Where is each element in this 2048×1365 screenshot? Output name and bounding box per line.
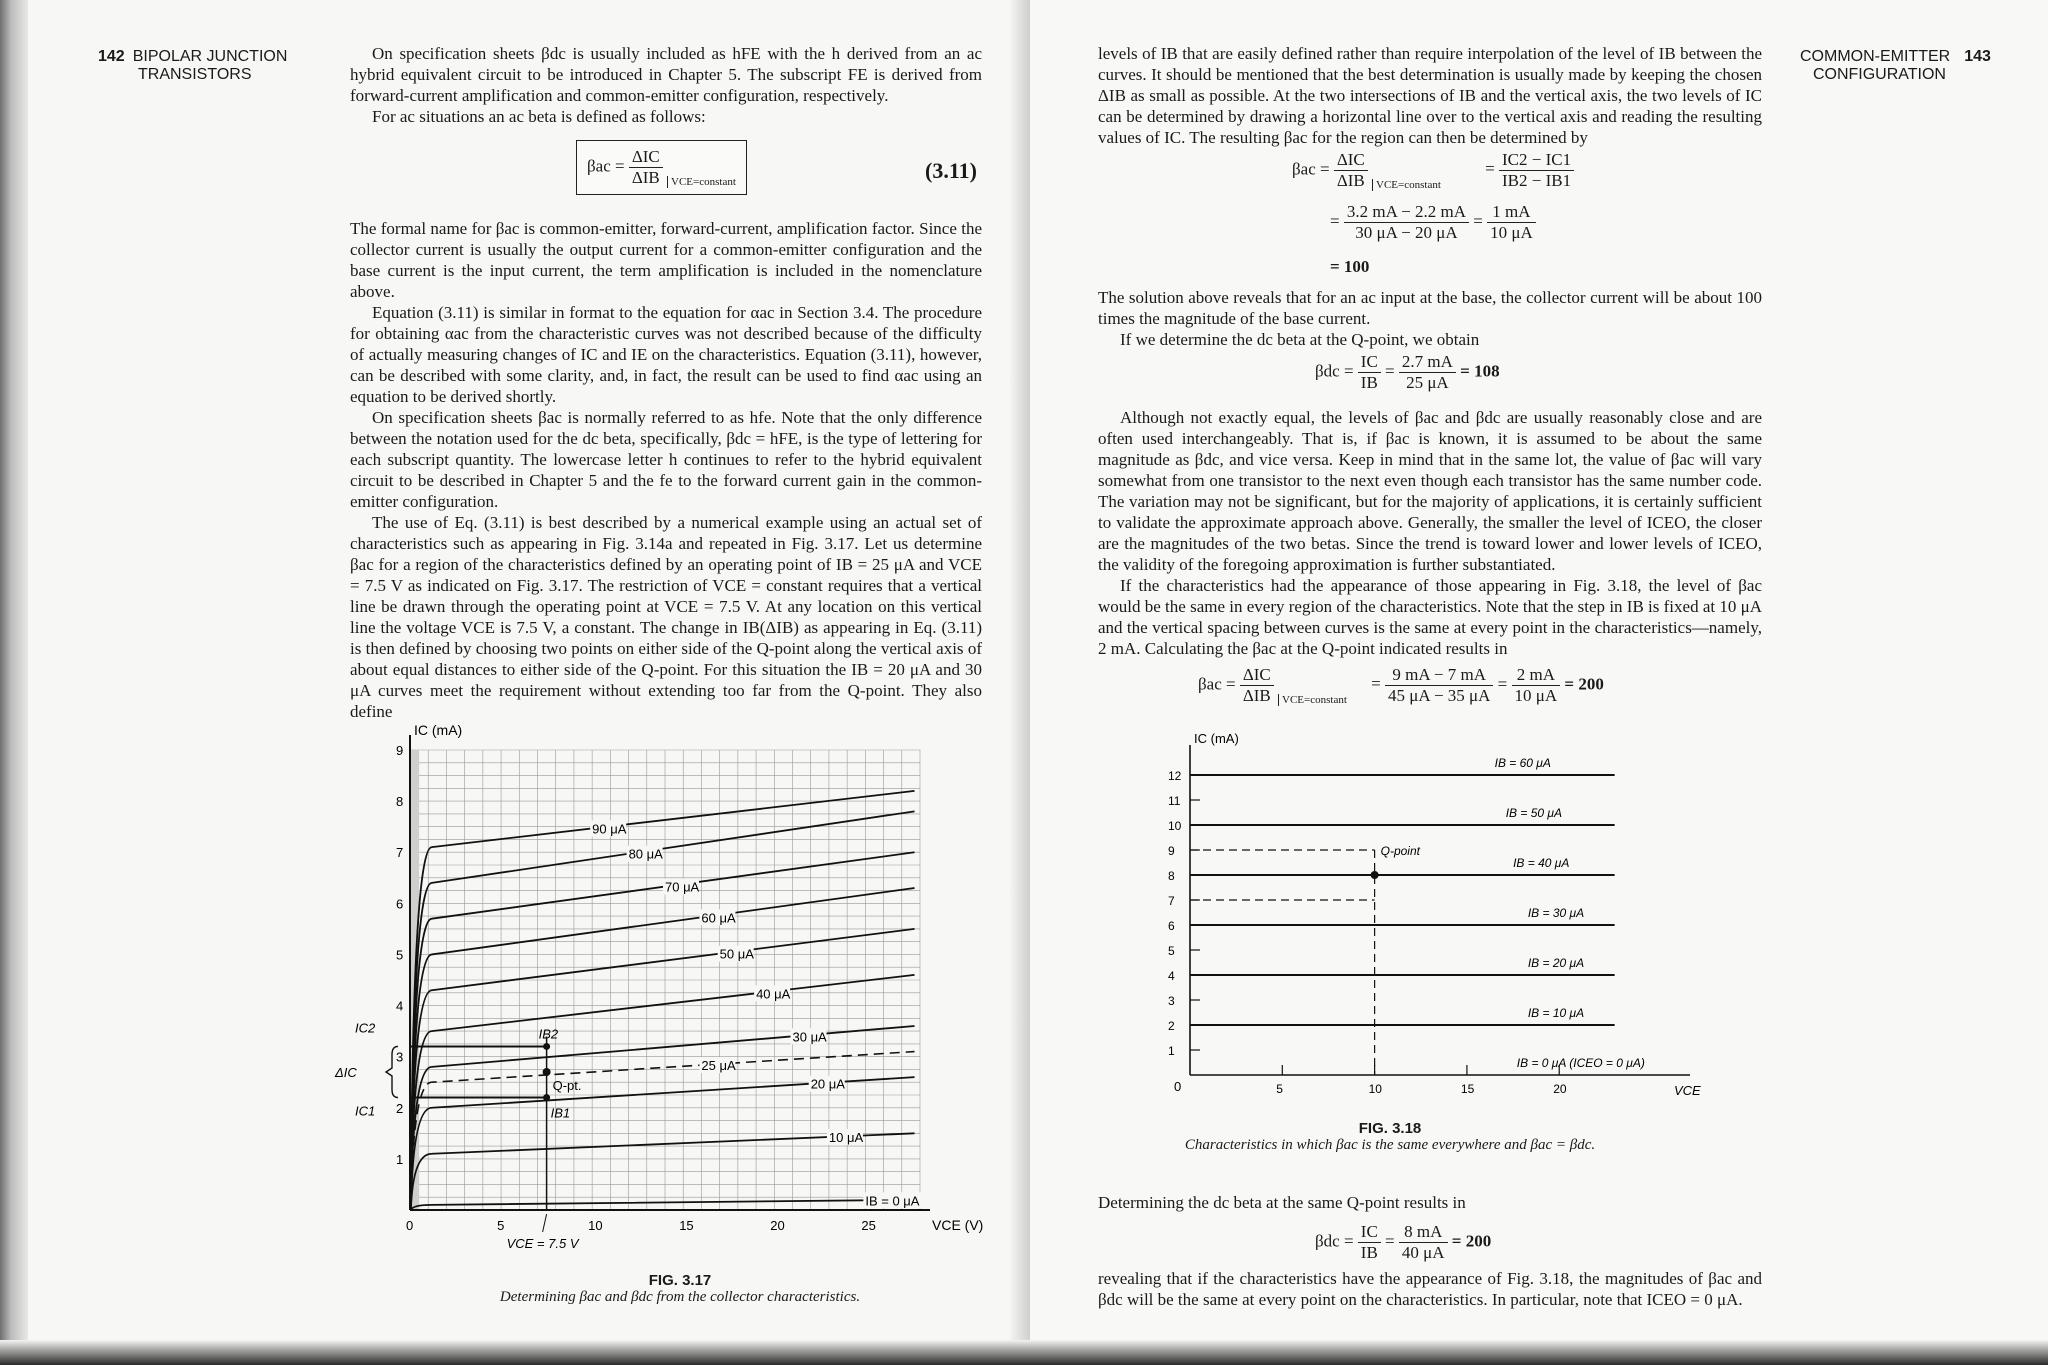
right-head-line2: CONFIGURATION bbox=[1812, 66, 1946, 83]
fig-3-17-caption bbox=[440, 1272, 920, 1306]
ib2-label: IB2 bbox=[538, 1026, 559, 1042]
y-tick-label: 7 bbox=[1168, 894, 1175, 908]
fraction bbox=[629, 147, 663, 188]
eq-sign: = bbox=[1473, 211, 1483, 231]
y-tick-label: 10 bbox=[1168, 819, 1182, 833]
ib-curve-label: IB = 10 μA bbox=[1527, 1006, 1585, 1020]
curve-label: IB = 0 μA bbox=[865, 1193, 920, 1209]
fig-caption-text: Determining βac and βdc from the collector characteristics. bbox=[499, 1289, 861, 1305]
q-label: Q-pt. bbox=[552, 1078, 582, 1093]
x-tick-label: 25 bbox=[861, 1218, 876, 1233]
curve-label: 25 μA bbox=[701, 1058, 736, 1074]
ic1-label: IC1 bbox=[355, 1103, 376, 1119]
y-tick-label: 6 bbox=[396, 896, 404, 912]
ib1-label: IB1 bbox=[550, 1105, 571, 1121]
curve-label: 70 μA bbox=[665, 879, 700, 895]
y-tick-label: 6 bbox=[1168, 919, 1175, 933]
ib-curve-label: IB = 20 μA bbox=[1527, 956, 1585, 970]
fig-3-18-caption bbox=[1150, 1120, 1630, 1154]
paragraph: The use of Eq. (3.11) is best described by a numerical example using an actual set of characteristics such as appearing in Fig. 3.14a and repeated in Fig. 3.17. Let us determine βac for a region of the characteristics defined by an operating point of IB = 25 μA and VCE = 7.5 V as indicated on Fig. 3.17. The restriction of VCE = constant requires that a vertical line be drawn through the operating point at VCE = 7.5 V. At any location on this vertical line the voltage VCE is 7.5 V, a constant. The change in IB(ΔIB) as appearing in Eq. (3.11) is then defined by choosing two points on either side of the Q-point along the vertical axis of about equal distances to either side of the Q-point. For this situation the IB = 20 μA and 30 μA curves meet the requirement without extending too far from the Q-point. They also define bbox=[350, 513, 982, 721]
y-tick-label: 8 bbox=[1168, 869, 1175, 883]
x-tick-label: 0 bbox=[406, 1218, 414, 1233]
equation-number: (3.11) bbox=[925, 158, 977, 183]
q-point bbox=[1371, 871, 1379, 879]
x-tick-label: 15 bbox=[679, 1218, 694, 1233]
denominator: 30 μA − 20 μA bbox=[1355, 223, 1458, 242]
eq-sign: = bbox=[1385, 1231, 1395, 1251]
numerator: 8 mA bbox=[1399, 1222, 1448, 1243]
x-tick-label: 15 bbox=[1460, 1082, 1475, 1096]
origin-label: 0 bbox=[1174, 1079, 1182, 1094]
curve-label: 10 μA bbox=[828, 1129, 864, 1145]
denominator: IB bbox=[1360, 373, 1378, 392]
vce-marker: VCE = 7.5 V bbox=[506, 1236, 579, 1251]
numerator: IC bbox=[1358, 352, 1381, 373]
fraction bbox=[1344, 202, 1469, 243]
x-tick-label: 5 bbox=[1276, 1082, 1283, 1096]
q-label: Q-point bbox=[1380, 844, 1420, 858]
ib-curve-label: IB = 40 μA bbox=[1513, 856, 1570, 870]
curve-label: 20 μA bbox=[810, 1076, 845, 1092]
ic2-label: IC2 bbox=[355, 1020, 376, 1036]
y-tick-label: 9 bbox=[1168, 844, 1175, 858]
eq-subscript: VCE=constant bbox=[667, 176, 736, 188]
fraction bbox=[1334, 150, 1368, 191]
fig-caption-text: Characteristics in which βac is the same everywhere and βac = βdc. bbox=[1184, 1137, 1596, 1153]
curve-label: 90 μA bbox=[592, 821, 627, 837]
left-head-line1: BIPOLAR JUNCTION bbox=[132, 48, 288, 65]
fig-3-17-chart bbox=[335, 720, 1020, 1260]
bottom-shadow bbox=[0, 1340, 2048, 1365]
fraction bbox=[1399, 352, 1456, 393]
y-tick-label: 5 bbox=[1168, 944, 1175, 958]
x-tick-label: 20 bbox=[1553, 1082, 1567, 1096]
paragraph: revealing that if the characteristics have the appearance of Fig. 3.18, the magnitudes of βac and βdc will be the same at every point on the characteristics. In particular, note that ICEO = 0 μA. bbox=[1098, 1269, 1762, 1309]
paragraph: Equation (3.11) is similar in format to the equation for αac in Section 3.4. The procedure for obtaining αac from the characteristic curves was not described because of the difficulty of actually measuring changes of IC and IE on the characteristics. Equation (3.11), however, can be described with some clarity, and, in fact, the result can be used to find αac using an equation to be derived shortly. bbox=[350, 303, 982, 406]
y-tick-label: 3 bbox=[396, 1049, 404, 1065]
y-tick-label: 2 bbox=[396, 1100, 404, 1116]
fig-3-18-chart bbox=[1130, 731, 1730, 1105]
y-tick-label: 8 bbox=[396, 794, 404, 810]
numerator: ΔIC bbox=[1240, 665, 1274, 686]
right-top-text bbox=[1098, 43, 1762, 148]
characteristic-curve bbox=[411, 811, 915, 1210]
curve-label: 40 μA bbox=[756, 986, 791, 1002]
equation-a1 bbox=[1292, 150, 1574, 191]
y-tick-label: 1 bbox=[1168, 1044, 1175, 1058]
left-running-head bbox=[98, 48, 287, 84]
numerator: 3.2 mA − 2.2 mA bbox=[1344, 202, 1469, 223]
ib-curve-label: IB = 30 μA bbox=[1527, 906, 1585, 920]
equation-b bbox=[1315, 352, 1500, 393]
numerator: ΔIC bbox=[629, 147, 663, 168]
x-axis-label: VCE bbox=[1674, 1083, 1701, 1098]
eq-sign: = bbox=[1497, 674, 1508, 694]
equation-a2 bbox=[1330, 202, 1536, 243]
denominator: ΔIB bbox=[1336, 171, 1365, 190]
ib2-point bbox=[543, 1043, 550, 1050]
fig-number: FIG. 3.17 bbox=[648, 1272, 712, 1289]
right-page bbox=[1030, 0, 2048, 1365]
eq-lhs: βdc = bbox=[1315, 1231, 1354, 1251]
y-tick-label: 4 bbox=[1168, 969, 1175, 983]
y-tick-label: 4 bbox=[396, 998, 404, 1014]
eq-subscript: VCE=constant bbox=[1372, 179, 1441, 191]
eq-lhs: βac = bbox=[587, 156, 625, 176]
fraction bbox=[1385, 665, 1493, 706]
fraction bbox=[1499, 150, 1574, 191]
left-body-text bbox=[350, 218, 982, 722]
x-tick-label: 5 bbox=[497, 1218, 505, 1233]
numerator: ΔIC bbox=[1334, 150, 1368, 171]
ib1-point bbox=[543, 1094, 550, 1101]
x-tick-label: 10 bbox=[1368, 1082, 1382, 1096]
left-head-line2: TRANSISTORS bbox=[138, 66, 252, 83]
denominator: 45 μA − 35 μA bbox=[1387, 686, 1491, 705]
eq-sign: = bbox=[1385, 361, 1395, 381]
equation-a3: = 100 bbox=[1330, 257, 1370, 276]
y-axis-label: IC (mA) bbox=[414, 722, 463, 738]
eq-lhs: βac = bbox=[1292, 159, 1330, 179]
eq-lhs: βdc = bbox=[1315, 361, 1354, 381]
x-tick-label: 10 bbox=[588, 1218, 603, 1233]
equation-3-11 bbox=[576, 140, 747, 195]
paragraph: levels of IB that are easily defined rather than require interpolation of the level of IB between the curves. It should be mentioned that the best determination is usually made by keeping the chosen ΔIB as small as possible. At the two intersections of IB and the vertical axis, the two levels of IC can be determined by drawing a horizontal line over to the vertical axis and reading the resulting values of IC. The resulting βac for the region can then be determined by bbox=[1098, 44, 1762, 147]
fraction bbox=[1358, 1222, 1381, 1263]
curve-label: 80 μA bbox=[628, 846, 663, 862]
fraction bbox=[1399, 1222, 1448, 1263]
numerator: IC bbox=[1358, 1222, 1381, 1243]
denominator: IB2 − IB1 bbox=[1501, 171, 1572, 190]
curve-label: 50 μA bbox=[719, 946, 754, 962]
eq-result: = 200 bbox=[1451, 1231, 1492, 1251]
x-tick-label: 20 bbox=[770, 1218, 785, 1233]
paragraph: The formal name for βac is common-emitter, forward-current, amplification factor. Since the collector current is usually the output current for a common-emitter configuration and the base current is the input current, the term amplification is included in the nomenclature above. bbox=[350, 219, 982, 301]
denominator: ΔIB bbox=[1242, 686, 1271, 705]
ib-curve-label: IB = 50 μA bbox=[1505, 806, 1562, 820]
denominator: IB bbox=[1360, 1243, 1378, 1262]
y-tick-label: 2 bbox=[1168, 1019, 1175, 1033]
characteristic-curve bbox=[411, 1026, 915, 1210]
fraction bbox=[1512, 665, 1561, 706]
paragraph: On specification sheets βac is normally referred to as hfe. Note that the only difference between the notation used for the dc beta, specifically, βdc = hFE, is the type of lettering for each subscript quantity. The lowercase letter h continues to refer to the hybrid equivalent circuit to be described in Chapter 5 and the fe to the forward current gain in the common-emitter configuration. bbox=[350, 408, 982, 511]
right-running-head bbox=[1800, 48, 1999, 84]
denominator: 40 μA bbox=[1401, 1243, 1445, 1262]
y-tick-label: 9 bbox=[396, 743, 404, 758]
characteristic-curve bbox=[411, 1200, 915, 1210]
denominator: 25 μA bbox=[1406, 373, 1449, 392]
eq-sign: = bbox=[1330, 211, 1340, 231]
curve-label: 30 μA bbox=[792, 1029, 827, 1045]
paragraph: For ac situations an ac beta is defined as follows: bbox=[372, 107, 706, 126]
paragraph: The solution above reveals that for an ac input at the base, the collector current will be about 100 times the magnitude of the base current. bbox=[1098, 288, 1762, 328]
curve-label: 60 μA bbox=[701, 910, 736, 926]
y-tick-label: 7 bbox=[396, 845, 404, 861]
equation-d bbox=[1315, 1222, 1491, 1263]
numerator: IC2 − IC1 bbox=[1499, 150, 1574, 171]
eq-lhs: βac = bbox=[1198, 674, 1236, 694]
numerator: 9 mA − 7 mA bbox=[1385, 665, 1493, 686]
y-tick-label: 1 bbox=[396, 1151, 404, 1167]
numerator: 1 mA bbox=[1487, 202, 1536, 223]
characteristic-curve bbox=[411, 888, 915, 1210]
fraction bbox=[1240, 665, 1274, 706]
right-bottom-text bbox=[1098, 1192, 1762, 1213]
paragraph: Determining the dc beta at the same Q-point results in bbox=[1098, 1193, 1466, 1212]
paragraph: Although not exactly equal, the levels of βac and βdc are usually reasonably close and are often used interchangeably. That is, if βac is known, it is assumed to be about the same magnitude as βdc, and vice versa. Keep in mind that in the same lot, the value of βac will vary somewhat from one transistor to the next even though each transistor has the same number code. The variation may not be significant, but for the majority of applications, it is certainly sufficient to validate the approximate approach above. Generally, the smaller the level of ICEO, the closer are the magnitudes of the two betas. Since the trend is toward lower and lower levels of ICEO, the validity of the foregoing approximation is further substantiated. bbox=[1098, 408, 1762, 574]
right-page-number: 143 bbox=[1964, 48, 1991, 65]
ib-curve-label: IB = 60 μA bbox=[1494, 756, 1551, 770]
y-tick-label: 12 bbox=[1168, 769, 1182, 783]
eq-sign: = bbox=[1485, 159, 1495, 179]
left-top-text bbox=[350, 43, 982, 127]
q-point bbox=[543, 1068, 551, 1076]
eq-result: = 108 bbox=[1460, 361, 1500, 381]
right-head-line1: COMMON-EMITTER bbox=[1800, 48, 1951, 65]
x-axis-label: VCE (V) bbox=[932, 1217, 984, 1233]
denominator: ΔIB bbox=[631, 168, 660, 187]
numerator: 2 mA bbox=[1512, 665, 1561, 686]
y-tick-label: 11 bbox=[1168, 794, 1181, 808]
paragraph: If the characteristics had the appearance of those appearing in Fig. 3.18, the level of βac would be the same in every region of the characteristics. Note that the step in IB is fixed at 10 μA and the vertical spacing between curves is the same at every point in the characteristics—namely, 2 mA. Calculating the βac at the Q-point indicated results in bbox=[1098, 576, 1762, 658]
denominator: 10 μA bbox=[1514, 686, 1558, 705]
y-tick-label: 5 bbox=[396, 947, 404, 963]
paragraph: On specification sheets βdc is usually included as hFE with the h derived from an ac hybrid equivalent circuit to be introduced in Chapter 5. The subscript FE is derived from forward-current amplification and common-emitter configuration, respectively. bbox=[350, 44, 982, 105]
y-axis-label: IC (mA) bbox=[1194, 731, 1239, 746]
delta-ic-label: ΔIC bbox=[335, 1065, 357, 1080]
fraction bbox=[1487, 202, 1536, 243]
numerator: 2.7 mA bbox=[1399, 352, 1456, 373]
right-body-text bbox=[1098, 407, 1762, 659]
eq-subscript: VCE=constant bbox=[1278, 694, 1347, 706]
fig-number: FIG. 3.18 bbox=[1358, 1120, 1422, 1137]
right-final-text bbox=[1098, 1268, 1762, 1310]
equation-c bbox=[1198, 665, 1604, 706]
paragraph: If we determine the dc beta at the Q-point, we obtain bbox=[1120, 330, 1480, 349]
right-mid-text bbox=[1098, 287, 1762, 350]
eq-sign: = bbox=[1371, 674, 1381, 694]
left-page-number: 142 bbox=[98, 48, 125, 65]
ib-curve-label: IB = 0 μA (ICEO = 0 μA) bbox=[1516, 1056, 1645, 1070]
denominator: 10 μA bbox=[1490, 223, 1533, 242]
y-tick-label: 3 bbox=[1168, 994, 1175, 1008]
vce-marker-pointer bbox=[543, 1214, 547, 1232]
page-edge bbox=[0, 0, 28, 1365]
fraction bbox=[1358, 352, 1381, 393]
eq-result: = 200 bbox=[1564, 674, 1604, 694]
